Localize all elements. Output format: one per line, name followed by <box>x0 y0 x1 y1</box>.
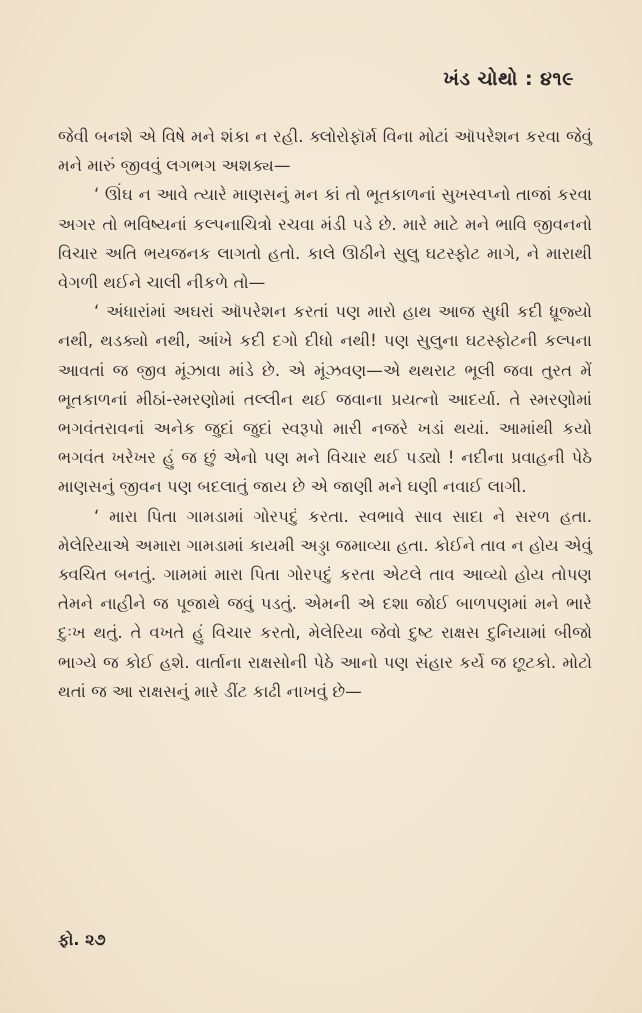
paragraph-1: જેવી બનશે એ વિષે મને શંકા ન રહી. ક્લોરોફૉર્મ વિના મોટાં ઑપરેશન કરવા જેવું મને મારું જીવવું લગભગ અશક્ય— <box>58 127 592 176</box>
running-header: ખંડ ચોથો : ૪૧૯ <box>443 68 574 90</box>
paragraph-2: ‘ ઊંઘ ન આવે ત્યારે માણસનું મન કાં તો ભૂતકાળનાં સુખસ્વપ્નો તાજાં કરવા અગર તો ભવિષ્યનાં કલ્પનાચિત્રો રચવા મંડી પડે છે. મારે માટે મને ભાવિ જીવનનો વિચાર અતિ ભયજનક લાગતો હતો. કાલે ઊઠીને સુલુ ઘટસ્ફોટ માગે, ને મારાથી વેગળી થઈને ચાલી નીકળે તો— <box>58 185 592 293</box>
body-text <box>58 122 592 706</box>
paragraph-4: ‘ મારા પિતા ગામડામાં ગોરપદું કરતા. સ્વભાવે સાવ સાદા ને સરળ હતા. મેલેરિયાએ અમારા ગામડામાં કાયમી અડ્ડા જમાવ્યા હતા. કોઈને તાવ ન હોય એવું ક્વચિત બનતું. ગામમાં મારા પિતા ગોરપદું કરતા એટલે તાવ આવ્યો હોય તોપણ તેમને નાહીને જ પૂજાથે જવું પડતું. એમની એ દશા જોઈ બાળપણમાં મને ભારે દુઃખ થતું. તે વખતે હું વિચાર કરતો, મેલેરિયા જેવો દુષ્ટ રાક્ષસ દુનિયામાં બીજો ભાગ્યે જ કોઈ હશે. વાર્તાના રાક્ષસોની પેઠે આનો પણ સંહાર કર્યે જ છૂટકો. મોટો થતાં જ આ રાક્ષસનું મારે ડીંટ કાઢી નાખવું છે— <box>58 506 592 701</box>
signature-mark: ફો. ૨૭ <box>58 930 106 949</box>
paragraph-3: ‘ અંધારાંમાં અઘરાં ઑપરેશન કરતાં પણ મારો હાથ આજ સુધી કદી ધ્રૂજ્યો નથી, થડક્યો નથી, આંખે કદી દગો દીધો નથી! પણ સુલુના ઘટસ્ફોટની કલ્પના આવતાં જ જીવ મૂંઝાવા માંડે છે. એ મૂંઝવણ—એ થથરાટ ભૂલી જવા તુરત મેં ભૂતકાળનાં મીઠાં-સ્મરણોમાં તલ્લીન થઈ જવાના પ્રયત્નો આદર્યા. તે સ્મરણોમાં ભગવંતરાવનાં અનેક જુદાં જુદાં સ્વરૂપો મારી નજરે ખડાં થયાં. આમાંથી કયો ભગવંત ખરેખર હું જ છું એનો પણ મને વિચાર થઈ પડ્યો ! નદીના પ્રવાહની પેઠે માણસનું જીવન પણ બદલાતું જાય છે એ જાણી મને ઘણી નવાઈ લાગી. <box>58 302 592 497</box>
